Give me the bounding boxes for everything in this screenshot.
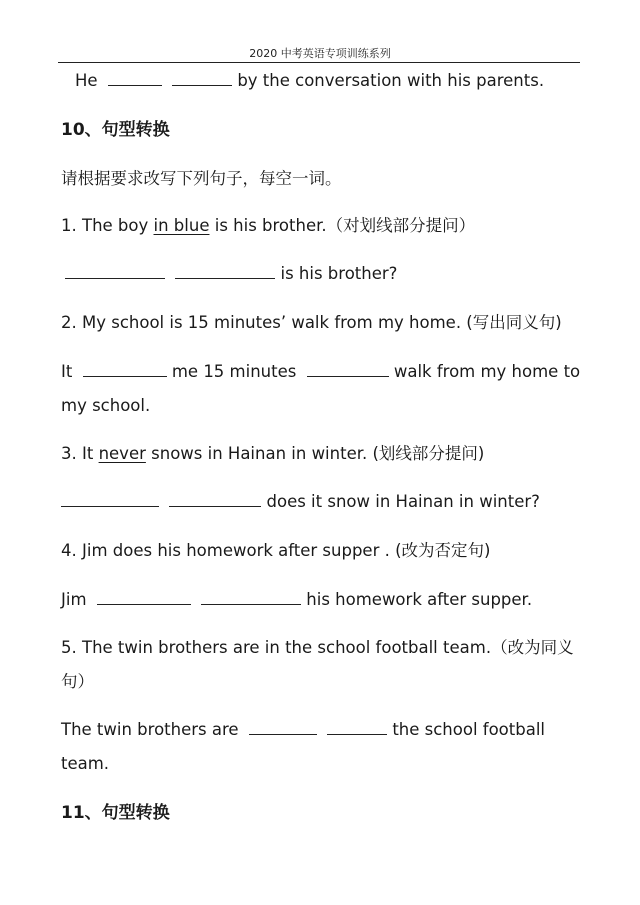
question-3 bbox=[61, 444, 581, 464]
answer-4 bbox=[61, 590, 581, 610]
answer-3 bbox=[61, 492, 581, 512]
question-2: 2. My school is 15 minutes’ walk from my home. (写出同义句) bbox=[61, 313, 562, 332]
text: does it snow in Hainan in winter? bbox=[266, 492, 540, 511]
blank bbox=[307, 362, 389, 377]
underlined-text: in blue bbox=[153, 216, 210, 235]
text: 1. The boy bbox=[61, 216, 149, 235]
answer-2-cont: my school. bbox=[61, 396, 151, 415]
question-5: 5. The twin brothers are in the school football team.（改为同义 bbox=[61, 638, 574, 657]
question-1 bbox=[61, 216, 581, 236]
text: The twin brothers are bbox=[61, 720, 239, 739]
underlined-text: never bbox=[98, 444, 146, 463]
text: me 15 minutes bbox=[171, 362, 297, 381]
text: his homework after supper. bbox=[306, 590, 533, 609]
text: is his brother.（对划线部分提问） bbox=[209, 216, 476, 235]
page-header: 2020 中考英语专项训练系列 bbox=[249, 47, 391, 60]
header-rule bbox=[58, 62, 580, 63]
text: Jim bbox=[61, 590, 87, 609]
text: It bbox=[61, 362, 73, 381]
blank bbox=[83, 362, 167, 377]
text: the school football bbox=[392, 720, 546, 739]
question-4: 4. Jim does his homework after supper . (改为否定句) bbox=[61, 541, 491, 560]
blank bbox=[61, 492, 159, 507]
answer-line-prev bbox=[75, 71, 595, 91]
question-5-cont: 句） bbox=[61, 672, 94, 691]
section-heading-11: 11、句型转换 bbox=[61, 803, 170, 823]
instruction: 请根据要求改写下列句子，每空一词。 bbox=[61, 169, 342, 188]
text: He bbox=[75, 71, 98, 90]
text: snows in Hainan in winter. (划线部分提问) bbox=[145, 444, 485, 463]
blank bbox=[65, 264, 165, 279]
blank bbox=[249, 720, 317, 735]
answer-1 bbox=[65, 264, 585, 284]
blank bbox=[201, 590, 301, 605]
blank bbox=[97, 590, 191, 605]
answer-5-cont: team. bbox=[61, 754, 110, 773]
text: walk from my home to bbox=[393, 362, 581, 381]
text: 3. It bbox=[61, 444, 94, 463]
blank bbox=[327, 720, 387, 735]
text: is his brother? bbox=[280, 264, 398, 283]
blank bbox=[108, 71, 162, 86]
blank bbox=[172, 71, 232, 86]
answer-5 bbox=[61, 720, 581, 740]
text: by the conversation with his parents. bbox=[237, 71, 545, 90]
blank bbox=[175, 264, 275, 279]
answer-2 bbox=[61, 362, 581, 382]
blank bbox=[169, 492, 261, 507]
section-heading-10: 10、句型转换 bbox=[61, 120, 170, 140]
